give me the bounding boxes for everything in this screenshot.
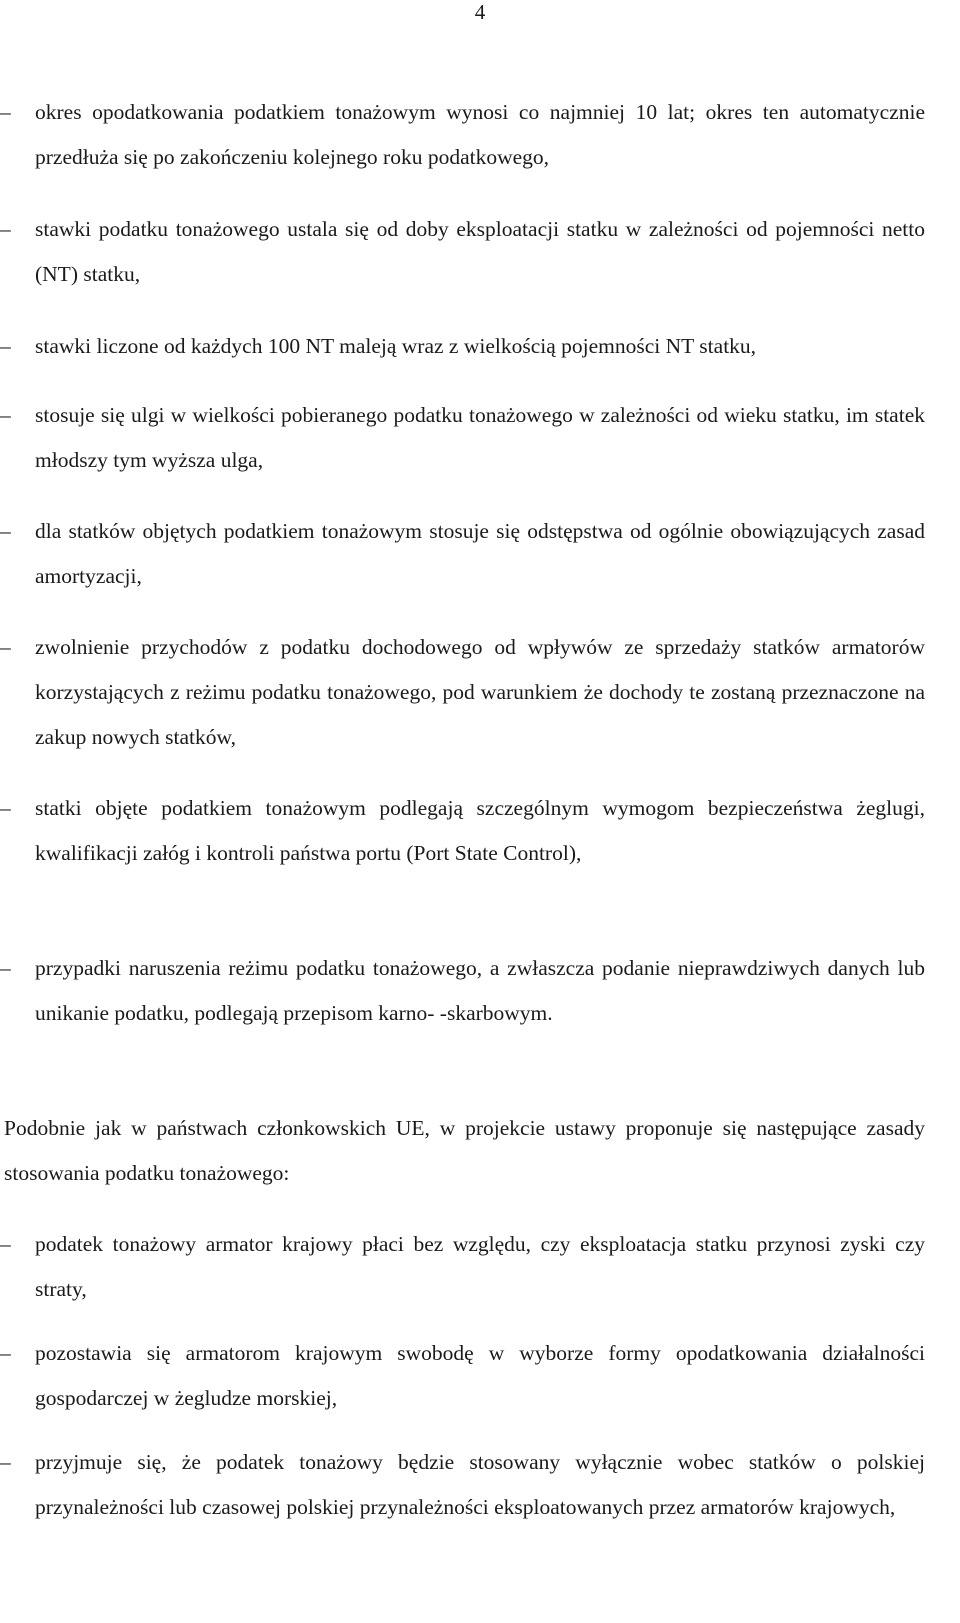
list-item-text: statki objęte podatkiem tonażowym podlegają szczególnym wymogom bezpieczeństwa żeglugi, kwalifikacji załóg i kontroli państwa portu (Port State Control), xyxy=(35,796,925,865)
list-item xyxy=(0,625,928,760)
list-item-text: okres opodatkowania podatkiem tonażowym wynosi co najmniej 10 lat; okres ten automatycznie przedłuża się po zakończeniu kolejnego roku podatkowego, xyxy=(35,100,925,169)
dash-marker: – xyxy=(0,1450,11,1474)
list-item-text: zwolnienie przychodów z podatku dochodowego od wpływów ze sprzedaży statków armatorów korzystających z reżimu podatku tonażowego, pod warunkiem że dochody te zostaną przeznaczone na zakup nowych statków, xyxy=(35,635,925,749)
dash-marker: – xyxy=(0,956,11,980)
list-item xyxy=(0,207,928,297)
dash-marker: – xyxy=(0,100,11,124)
dash-marker: – xyxy=(0,519,11,543)
list-item xyxy=(0,786,928,876)
dash-marker: – xyxy=(0,217,11,241)
dash-marker: – xyxy=(0,1341,11,1365)
list-item xyxy=(0,1440,928,1530)
list-item-text: stawki podatku tonażowego ustala się od doby eksploatacji statku w zależności od pojemności netto (NT) statku, xyxy=(35,217,925,286)
dash-marker: – xyxy=(0,334,11,358)
list-item-text: stawki liczone od każdych 100 NT maleją wraz z wielkością pojemności NT statku, xyxy=(35,334,757,358)
page-number: 4 xyxy=(474,0,486,24)
dash-marker: – xyxy=(0,796,11,820)
list-item-text: podatek tonażowy armator krajowy płaci bez względu, czy eksploatacja statku przynosi zyski czy straty, xyxy=(35,1232,925,1301)
list-item xyxy=(0,946,928,1036)
list-item-text: stosuje się ulgi w wielkości pobieranego podatku tonażowego w zależności od wieku statku, im statek młodszy tym wyższa ulga, xyxy=(35,403,925,472)
list-item-text: przyjmuje się, że podatek tonażowy będzie stosowany wyłącznie wobec statków o polskiej przynależności lub czasowej polskiej przynależności eksploatowanych przez armatorów krajowych, xyxy=(35,1450,925,1519)
list-item xyxy=(0,1222,928,1312)
list-item-text: pozostawia się armatorom krajowym swobodę w wyborze formy opodatkowania działalności gospodarczej w żegludze morskiej, xyxy=(35,1341,925,1410)
list-item xyxy=(0,393,928,483)
dash-marker: – xyxy=(0,635,11,659)
list-item xyxy=(0,509,928,599)
list-item xyxy=(0,324,928,369)
dash-marker: – xyxy=(0,403,11,427)
list-item xyxy=(0,90,928,180)
list-item xyxy=(0,1331,928,1421)
dash-marker: – xyxy=(0,1232,11,1256)
body-paragraph: Podobnie jak w państwach członkowskich UE, w projekcie ustawy proponuje się następujące zasady stosowania podatku tonażowego: xyxy=(4,1116,925,1185)
list-item-text: przypadki naruszenia reżimu podatku tonażowego, a zwłaszcza podanie nieprawdziwych danych lub unikanie podatku, podlegają przepisom karno- -skarbowym. xyxy=(35,956,925,1025)
list-item-text: dla statków objętych podatkiem tonażowym stosuje się odstępstwa od ogólnie obowiązujących zasad amortyzacji, xyxy=(35,519,925,588)
